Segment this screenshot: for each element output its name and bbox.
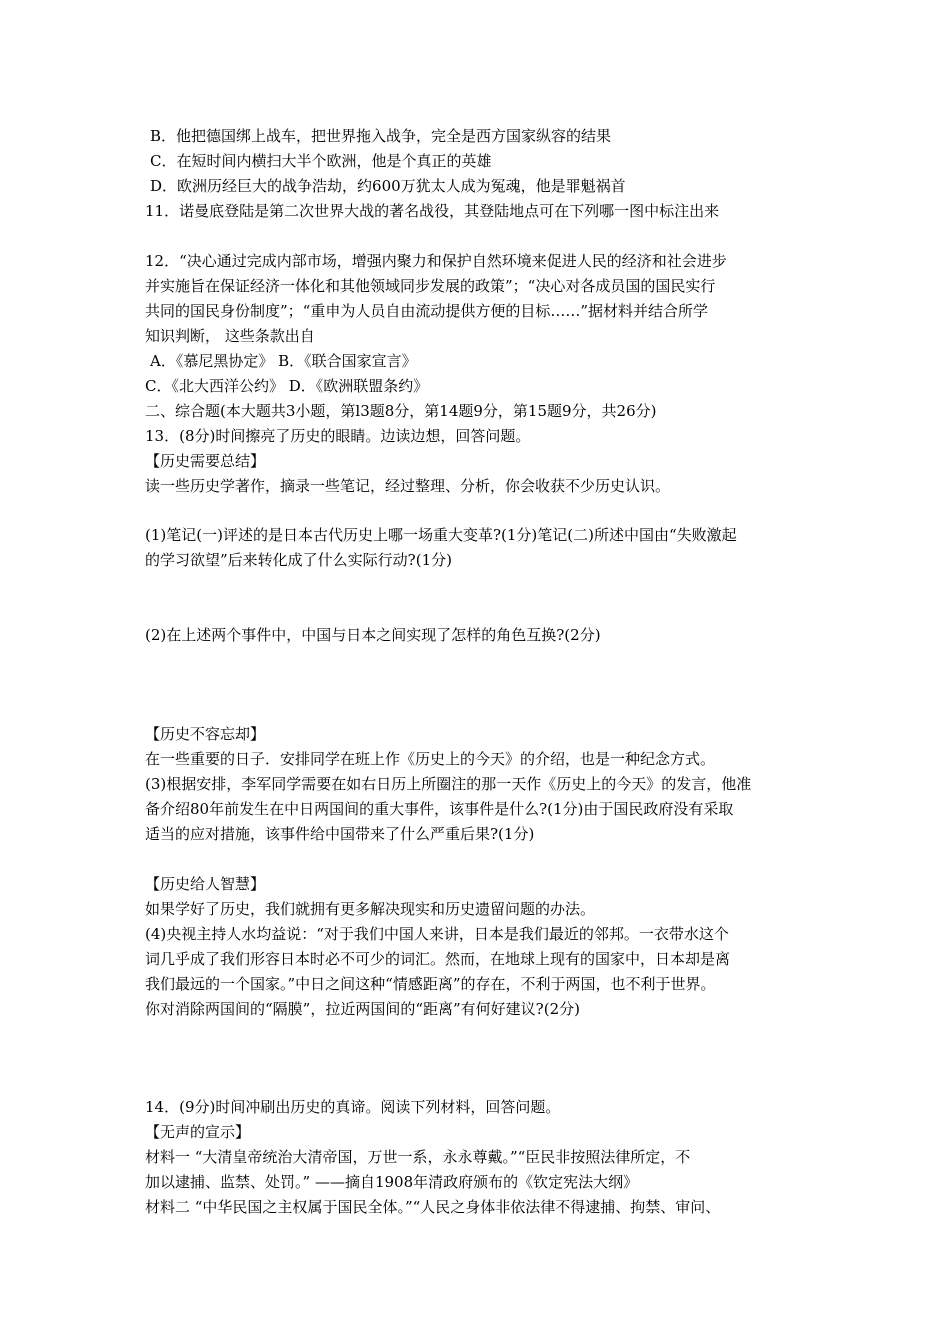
subheading-history-summary: 【历史需要总结】 bbox=[145, 452, 266, 470]
question-12-line-1: 12．“决心通过完成内部市场，增强内聚力和保护自然环境来促进人民的经济和社会进步 bbox=[145, 252, 727, 270]
subheading-not-forget: 【历史不容忘却】 bbox=[145, 725, 266, 743]
subheading-wisdom: 【历史给人智慧】 bbox=[145, 875, 266, 893]
question-13-4-line-1: (4)央视主持人水均益说：“对于我们中国人来讲，日本是我们最近的邻邦。一衣带水这个 bbox=[145, 925, 729, 943]
option-d-q10: D．欧洲历经巨大的战争浩劫，约600万犹太人成为冤魂，他是罪魁祸首 bbox=[150, 177, 626, 195]
question-13: 13．(8分)时间擦亮了历史的眼睛。边读边想，回答问题。 bbox=[145, 427, 531, 445]
intro-not-forget: 在一些重要的日子．安排同学在班上作《历史上的今天》的介绍，也是一种纪念方式。 bbox=[145, 750, 716, 768]
option-c-q10: C．在短时间内横扫大半个欧洲，他是个真正的英雄 bbox=[150, 152, 492, 170]
section-two-heading: 二、综合题(本大题共3小题，第l3题8分，第14题9分，第15题9分，共26分) bbox=[145, 402, 657, 420]
question-13-1-line-2: 的学习欲望”后来转化成了什么实际行动?(1分) bbox=[145, 551, 452, 569]
options-cd-q12: C．《北大西洋公约》 D．《欧洲联盟条约》 bbox=[145, 377, 429, 395]
question-13-3-line-1: (3)根据安排，李军同学需要在如右日历上所圈注的那一天作《历史上的今天》的发言，他准 bbox=[145, 775, 752, 793]
subheading-silent-declaration: 【无声的宣示】 bbox=[145, 1123, 251, 1141]
question-13-3-line-3: 适当的应对措施，该事件给中国带来了什么严重后果?(1分) bbox=[145, 825, 535, 843]
option-b-q10: B．他把德国绑上战车，把世界拖入战争，完全是西方国家纵容的结果 bbox=[150, 127, 612, 145]
options-ab-q12: A．《慕尼黑协定》 B．《联合国家宣言》 bbox=[150, 352, 417, 370]
question-12-line-4: 知识判断， 这些条款出自 bbox=[145, 327, 315, 345]
question-13-2: (2)在上述两个事件中，中国与日本之间实现了怎样的角色互换?(2分) bbox=[145, 626, 601, 644]
question-13-4-line-2: 词几乎成了我们形容日本时必不可少的词汇。然而，在地球上现有的国家中，日本却是离 bbox=[145, 950, 731, 968]
question-12-line-3: 共同的国民身份制度”；“重申为人员自由流动提供方便的目标……”据材料并结合所学 bbox=[145, 302, 709, 320]
question-11: 11．诺曼底登陆是第二次世界大战的著名战役，其登陆地点可在下列哪一图中标注出来 bbox=[145, 202, 720, 220]
material-2-line-1: 材料二 “中华民国之主权属于国民全体。”“人民之身体非依法律不得逮捕、拘禁、审问、 bbox=[145, 1198, 721, 1216]
question-13-4-line-3: 我们最远的一个国家。”中日之间这种“情感距离”的存在，不利于两国，也不利于世界。 bbox=[145, 975, 716, 993]
material-1-line-2: 加以逮捕、监禁、处罚。” ——摘自1908年清政府颁布的《钦定宪法大纲》 bbox=[145, 1173, 639, 1191]
question-13-3-line-2: 备介绍80年前发生在中日两国间的重大事件，该事件是什么?(1分)由于国民政府没有采取 bbox=[145, 800, 734, 818]
question-13-4-line-4: 你对消除两国间的“隔膜”，拉近两国间的“距离”有何好建议?(2分) bbox=[145, 1000, 580, 1018]
intro-wisdom: 如果学好了历史，我们就拥有更多解决现实和历史遗留问题的办法。 bbox=[145, 900, 596, 918]
question-13-1-line-1: (1)笔记(一)评述的是日本古代历史上哪一场重大变革?(1分)笔记(二)所述中国由“失败激起 bbox=[145, 526, 737, 544]
material-1-line-1: 材料一 “大清皇帝统治大清帝国，万世一系，永永尊戴。”“臣民非按照法律所定，不 bbox=[145, 1148, 691, 1166]
intro-summary: 读一些历史学著作，摘录一些笔记，经过整理、分析，你会收获不少历史认识。 bbox=[145, 477, 671, 495]
question-12-line-2: 并实施旨在保证经济一体化和其他领域同步发展的政策”；“决心对各成员国的国民实行 bbox=[145, 277, 716, 295]
question-14: 14．(9分)时间冲刷出历史的真谛。阅读下列材料，回答问题。 bbox=[145, 1098, 561, 1116]
